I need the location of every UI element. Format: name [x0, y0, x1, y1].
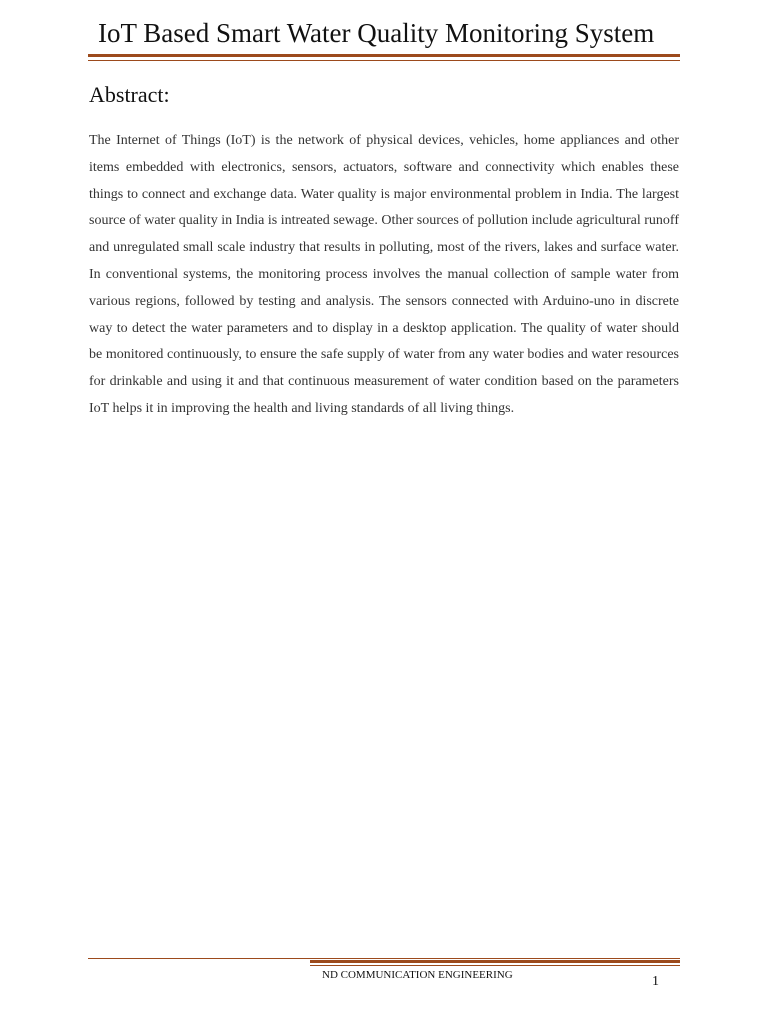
footer-department-text: ND COMMUNICATION ENGINEERING	[322, 969, 513, 981]
header-rule-thin	[88, 60, 680, 61]
abstract-heading: Abstract:	[89, 82, 170, 107]
footer-rule-top	[88, 958, 680, 959]
header-rule-thick	[88, 54, 680, 57]
footer-rule-bottom	[310, 965, 680, 966]
footer-rule-thick	[310, 960, 680, 963]
page-header	[88, 14, 680, 61]
header-rule	[88, 54, 680, 61]
abstract-paragraph: The Internet of Things (IoT) is the network of physical devices, vehicles, home appliances and other items embedded with electronics, sensors, actuators, software and connectivity which enables these things to connect and exchange data. Water quality is major environmental problem in India. The largest source of water quality in India is intreated sewage. Other sources of pollution include agricultural runoff and unregulated small scale industry that results in polluting, most of the rivers, lakes and surface water. In conventional systems, the monitoring process involves the manual collection of sample water from various regions, followed by testing and analysis. The sensors connected with Arduino-uno in discrete way to detect the water parameters and to display in a desktop application. The quality of water should be monitored continuously, to ensure the safe supply of water from any water bodies and water resources for drinkable and using it and that continuous measurement of water condition based on the parameters IoT helps it in improving the health and living standards of all living things.	[89, 133, 679, 416]
page-footer	[88, 958, 680, 989]
page-number: 1	[652, 974, 659, 989]
document-title: IoT Based Smart Water Quality Monitoring System	[98, 18, 655, 48]
